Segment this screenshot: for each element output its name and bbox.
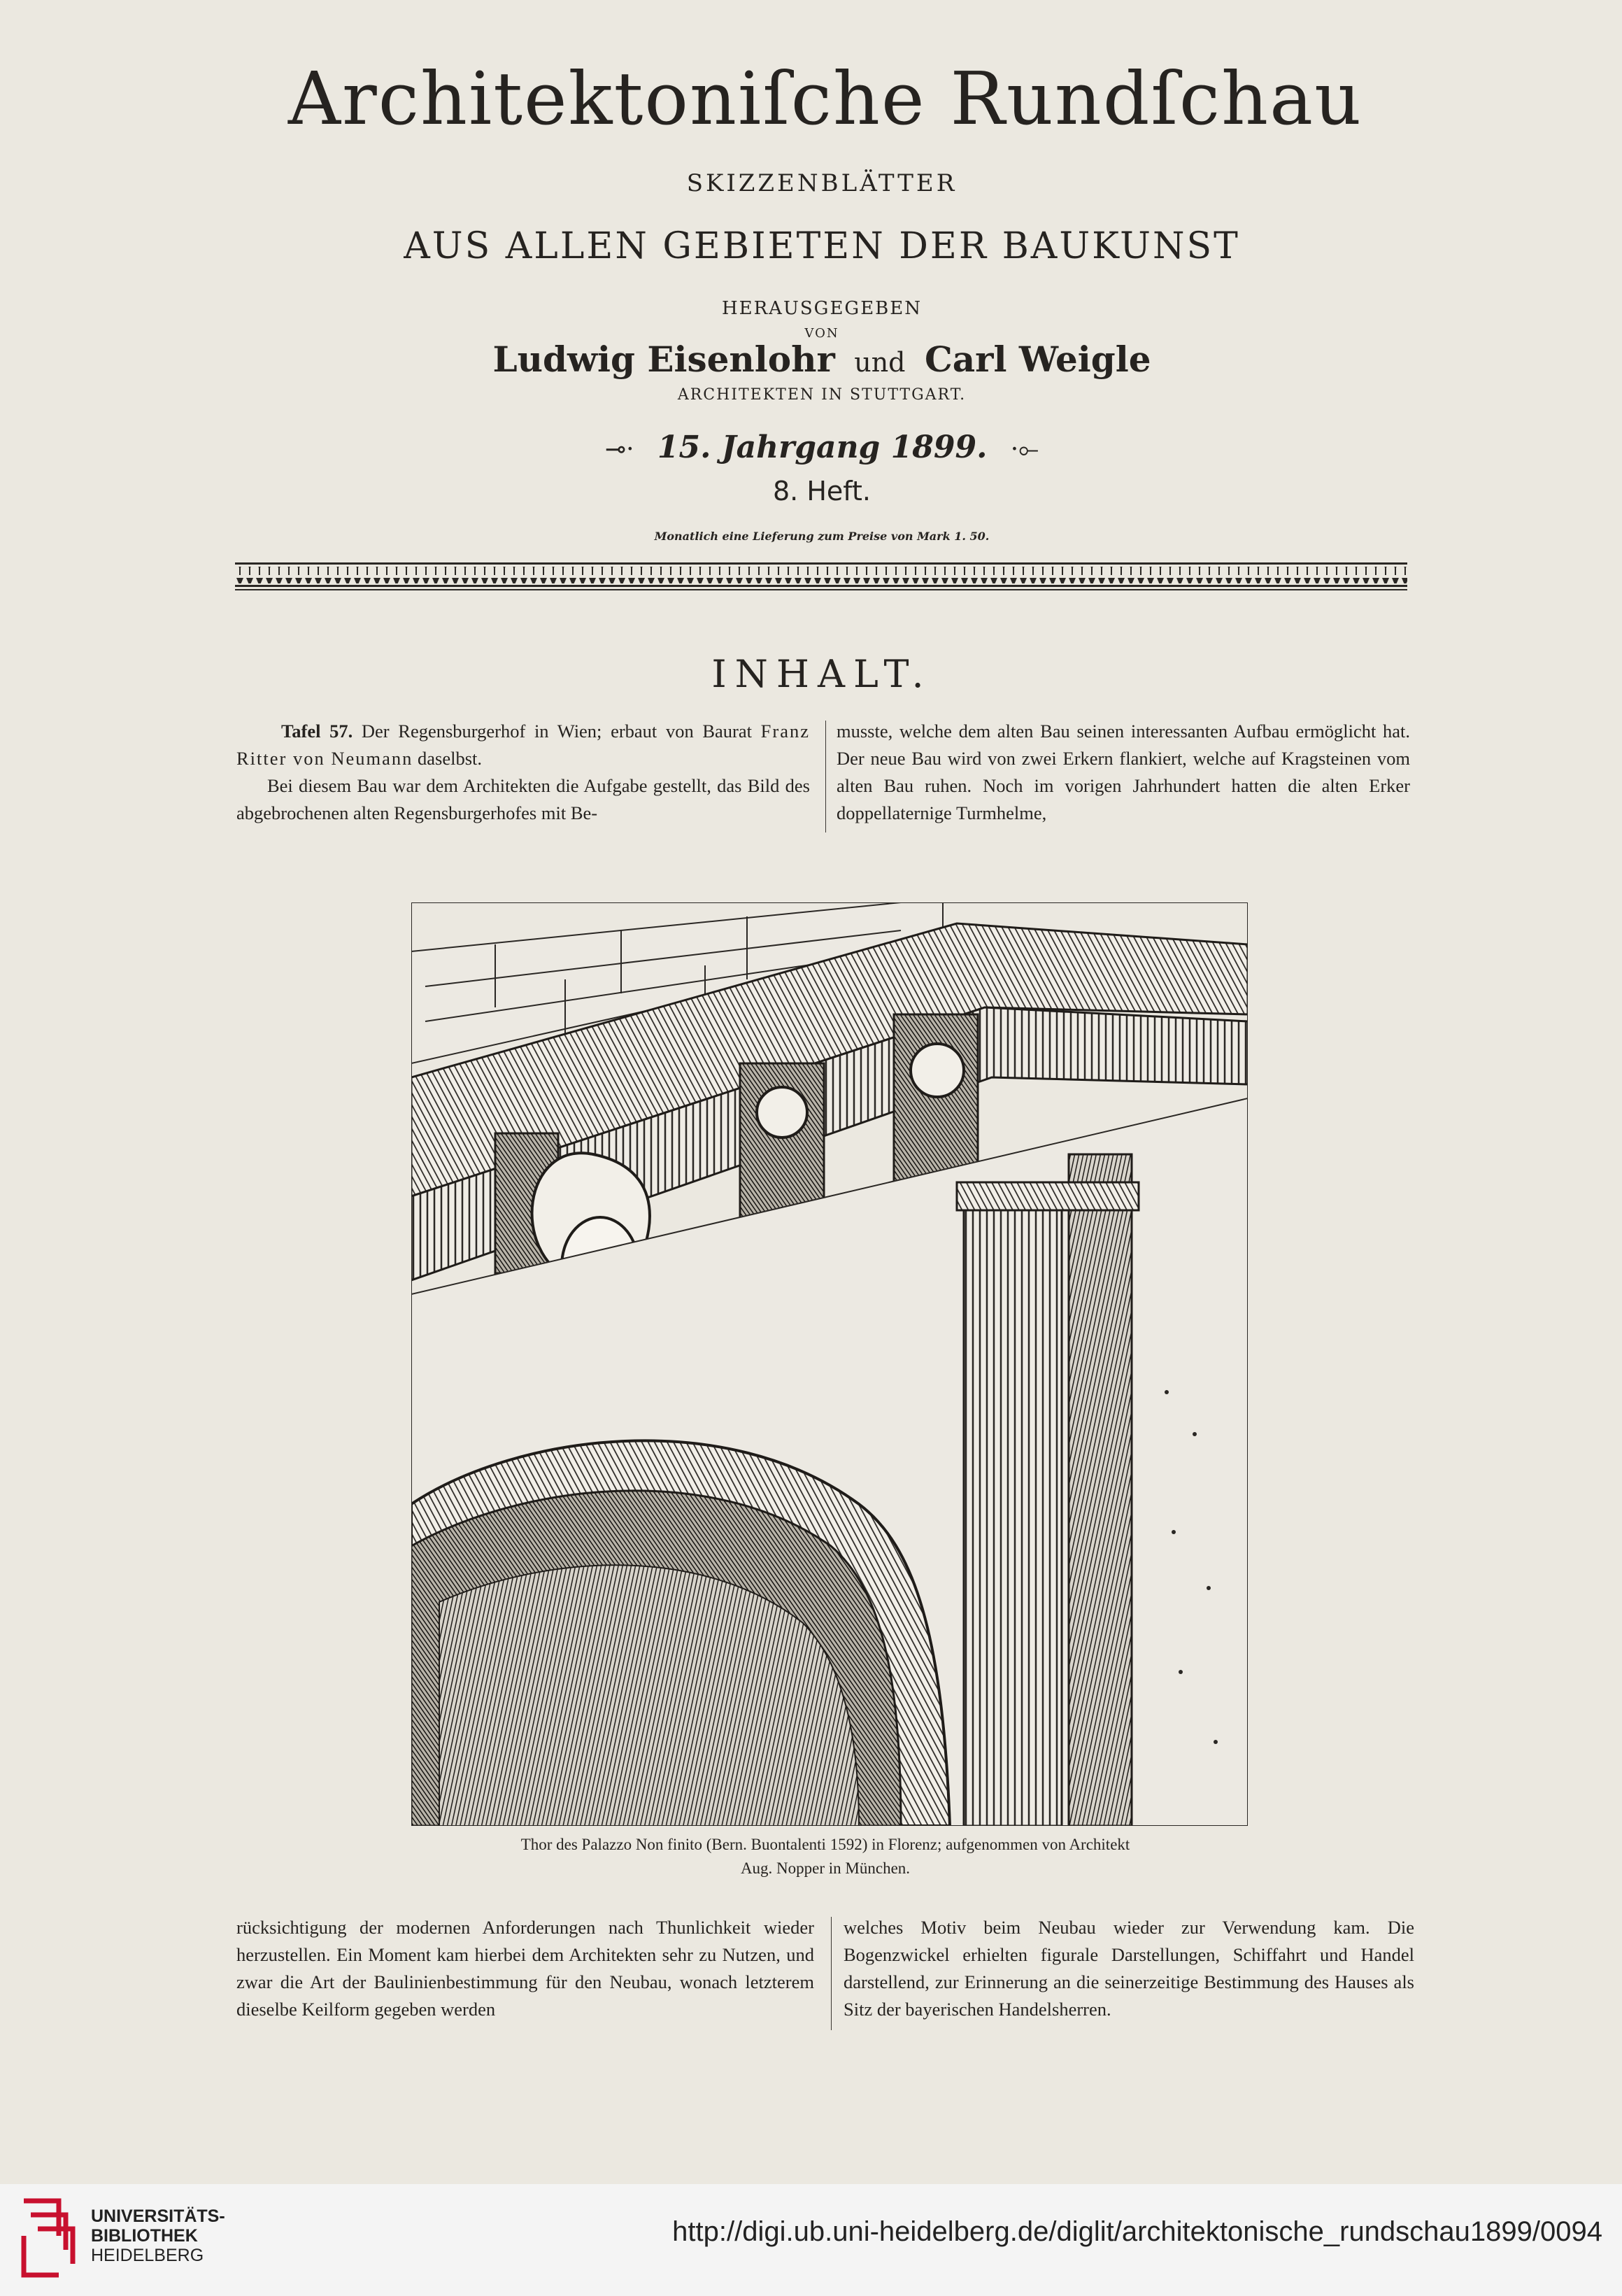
- library-name-line-2: BIBLIOTHEK: [91, 2226, 198, 2246]
- journal-subtitle: SKIZZENBLÄTTER: [686, 169, 958, 197]
- volume-year: [0, 430, 1622, 465]
- caption-line-2: Aug. Nopper in München.: [740, 1859, 911, 1877]
- text-column-bottom-right: [844, 1914, 1414, 2023]
- paragraph: rücksichtigung der modernen Anforderungen nach Thunlichkeit wieder herzustellen. Ein Moment kam hierbei dem Architekten sehr zu Nutzen, und zwar die Art der Baulinienbestimmung für den Neubau, wonach letzterem dieselbe Keilform gegeben werden: [236, 1917, 814, 2020]
- text-column-top-left: [236, 718, 810, 827]
- library-logo-icon: [17, 2194, 80, 2282]
- issue-number: 8. Heft.: [773, 476, 871, 506]
- editors-role: ARCHITEKTEN IN STUTTGART.: [677, 386, 967, 404]
- text-column-bottom-left: [236, 1914, 814, 2023]
- journal-title: Architektoniſche Rundſchau: [287, 56, 1363, 141]
- plate-label: Tafel 57.: [281, 721, 353, 742]
- von-label: VON: [804, 326, 839, 341]
- right-ornament-icon: ·⟜: [1010, 435, 1039, 464]
- permalink-url[interactable]: http://digi.ub.uni-heidelberg.de/diglit/architektonische_rundschau1899/0094: [672, 2216, 1602, 2247]
- plate-desc-end: daselbst.: [418, 748, 482, 769]
- text-column-top-right: [837, 718, 1410, 827]
- library-name: [91, 2206, 225, 2265]
- contents-heading: INHALT.: [711, 652, 932, 696]
- column-divider: [831, 1917, 832, 2030]
- paragraph: musste, welche dem alten Bau seinen interessanten Aufbau ermöglicht hat. Der neue Bau wird von zwei Erkern flankiert, welche auf Kragsteinen vom alten Bau ruhen. Noch im vorigen Jahrhundert hatten die alten Erker doppellaternige Turmhelme,: [837, 721, 1410, 823]
- library-name-line-3: HEIDELBERG: [91, 2246, 204, 2265]
- architect-name: Franz Ritter von Neumann: [236, 721, 810, 769]
- und-label: und: [854, 347, 906, 378]
- editor-1: Ludwig Eisenlohr: [492, 339, 835, 380]
- ornamental-rule: [235, 560, 1407, 593]
- editors: [0, 339, 1622, 380]
- library-name-line-1: UNIVERSITÄTS-: [91, 2206, 225, 2226]
- editor-2: Carl Weigle: [924, 339, 1151, 380]
- published-by-label: HERAUSGEGEBEN: [721, 298, 923, 319]
- price-notice: Monatlich eine Lieferung zum Preise von Mark 1. 50.: [654, 530, 990, 543]
- plate-desc-start: Der Regensburgerhof in Wien; erbaut von Baurat: [361, 721, 752, 742]
- column-divider: [825, 721, 826, 832]
- journal-subtitle-2: AUS ALLEN GEBIETEN DER BAUKUNST: [404, 225, 1240, 267]
- library-footer: [0, 2184, 1622, 2296]
- left-ornament-icon: ⊸·: [604, 435, 634, 464]
- figure-caption: [406, 1833, 1245, 1880]
- gate-engraving-illustration: [411, 902, 1248, 1826]
- volume-year-text: 15. Jahrgang 1899.: [657, 430, 988, 465]
- caption-line-1: Thor des Palazzo Non finito (Bern. Buontalenti 1592) in Florenz; aufgenommen von Architekt: [520, 1836, 1130, 1853]
- paragraph: Bei diesem Bau war dem Architekten die Aufgabe gestellt, das Bild des abgebrochenen alten Regensburgerhofes mit Be-: [236, 775, 810, 823]
- paragraph: welches Motiv beim Neubau wieder zur Verwendung kam. Die Bogenzwickel erhielten figurale Darstellungen, Schiffahrt und Handel darstellend, zur Erinnerung an die seinerzeitige Bestimmung des Hauses als Sitz der bayerischen Handelsherren.: [844, 1917, 1414, 2020]
